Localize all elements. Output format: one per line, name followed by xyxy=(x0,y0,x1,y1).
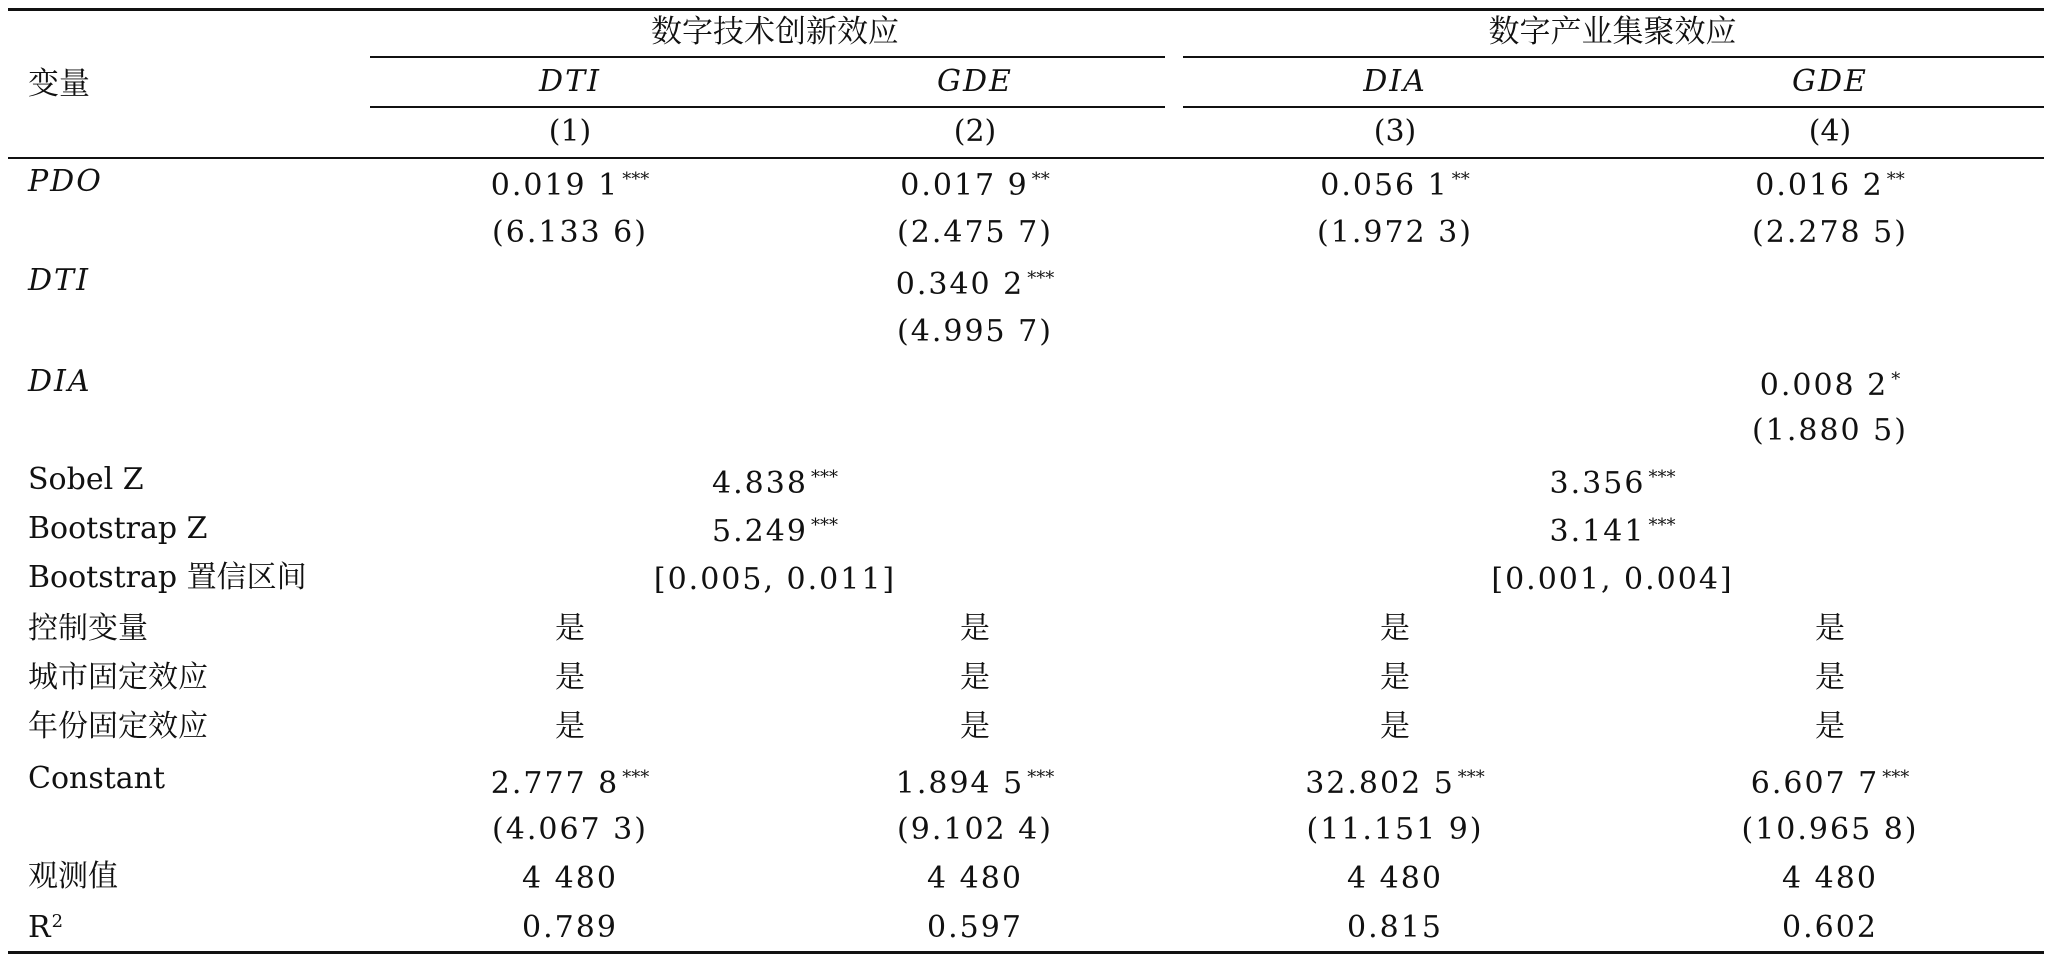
r2-4: 0.602 xyxy=(1782,910,1878,945)
obs-4: 4 480 xyxy=(1782,861,1878,896)
city-fe-1: 是 xyxy=(555,660,585,695)
row-label-obs: 观测值 xyxy=(28,859,118,894)
depvar-rule-left xyxy=(370,106,1165,108)
sobel-value-2: 3.356 *** xyxy=(1549,466,1676,501)
pdo-coef-3: 0.056 1 ** xyxy=(1320,168,1470,203)
year-fe-4: 是 xyxy=(1815,709,1845,744)
pdo-t-1: (6.133 6) xyxy=(492,215,648,250)
constant-coef-3: 32.802 5 *** xyxy=(1305,766,1485,801)
row-label-bootstrap-z: Bootstrap Z xyxy=(28,511,208,546)
city-fe-4: 是 xyxy=(1815,660,1845,695)
dti-coef-2: 0.340 2 *** xyxy=(895,267,1055,302)
dia-coef-4: 0.008 2 * xyxy=(1759,368,1901,403)
city-fe-3: 是 xyxy=(1380,660,1410,695)
bootz-value-2: 3.141 *** xyxy=(1549,514,1676,549)
r2-3: 0.815 xyxy=(1347,910,1443,945)
row-label-constant: Constant xyxy=(28,761,166,796)
dep-var-2: GDE xyxy=(937,64,1013,99)
control-3: 是 xyxy=(1380,611,1410,646)
sobel-value-1: 4.838 *** xyxy=(712,466,838,501)
obs-1: 4 480 xyxy=(522,861,618,896)
dep-var-1: DTI xyxy=(539,64,601,99)
dti-t-2: (4.995 7) xyxy=(897,314,1053,349)
row-label-control: 控制变量 xyxy=(28,611,148,646)
obs-3: 4 480 xyxy=(1347,861,1443,896)
bootz-value-1: 5.249 *** xyxy=(712,514,838,549)
col-num-2: (2) xyxy=(953,114,997,149)
row-label-dti: DTI xyxy=(28,263,90,298)
row-label-r2: $R^2$ xyxy=(28,910,64,945)
constant-t-2: (9.102 4) xyxy=(897,812,1053,847)
control-2: 是 xyxy=(960,611,990,646)
header-rule xyxy=(8,157,2044,159)
constant-coef-1: 2.777 8 *** xyxy=(490,766,650,801)
dep-var-4: GDE xyxy=(1792,64,1868,99)
group-header-2: 数字产业集聚效应 xyxy=(1488,14,1737,50)
pdo-coef-4: 0.016 2 ** xyxy=(1755,168,1905,203)
row-label-header: 变量 xyxy=(28,66,90,102)
dep-var-3: DIA xyxy=(1363,64,1427,99)
row-label-sobel: Sobel Z xyxy=(28,462,144,497)
constant-t-4: (10.965 8) xyxy=(1741,812,1919,847)
constant-coef-2: 1.894 5 *** xyxy=(895,766,1055,801)
depvar-rule-right xyxy=(1183,106,2044,108)
r2-1: 0.789 xyxy=(522,910,618,945)
row-label-bootstrap-ci: Bootstrap 置信区间 xyxy=(28,560,307,595)
bootci-value-2: [0.001, 0.004] xyxy=(1491,562,1734,597)
col-num-4: (4) xyxy=(1808,114,1852,149)
pdo-coef-2: 0.017 9 ** xyxy=(900,168,1050,203)
group-header-1: 数字技术创新效应 xyxy=(651,14,899,50)
col-num-3: (3) xyxy=(1373,114,1417,149)
pdo-coef-1: 0.019 1 *** xyxy=(490,168,650,203)
constant-t-1: (4.067 3) xyxy=(492,812,648,847)
row-label-city-fe: 城市固定效应 xyxy=(28,660,208,695)
year-fe-2: 是 xyxy=(960,709,990,744)
top-rule xyxy=(8,8,2044,11)
constant-t-3: (11.151 9) xyxy=(1306,812,1484,847)
col-num-1: (1) xyxy=(548,114,592,149)
row-label-pdo: PDO xyxy=(28,164,103,199)
row-label-year-fe: 年份固定效应 xyxy=(28,709,208,744)
obs-2: 4 480 xyxy=(927,861,1023,896)
row-label-dia: DIA xyxy=(28,364,92,399)
group1-rule xyxy=(370,56,1165,58)
year-fe-1: 是 xyxy=(555,709,585,744)
r2-2: 0.597 xyxy=(927,910,1023,945)
control-1: 是 xyxy=(555,611,585,646)
pdo-t-4: (2.278 5) xyxy=(1752,215,1908,250)
year-fe-3: 是 xyxy=(1380,709,1410,744)
dia-t-4: (1.880 5) xyxy=(1752,413,1908,448)
group2-rule xyxy=(1183,56,2044,58)
pdo-t-2: (2.475 7) xyxy=(897,215,1053,250)
bootci-value-1: [0.005, 0.011] xyxy=(653,562,897,597)
bottom-rule xyxy=(8,951,2044,954)
pdo-t-3: (1.972 3) xyxy=(1317,215,1473,250)
control-4: 是 xyxy=(1815,611,1845,646)
city-fe-2: 是 xyxy=(960,660,990,695)
constant-coef-4: 6.607 7 *** xyxy=(1750,766,1910,801)
